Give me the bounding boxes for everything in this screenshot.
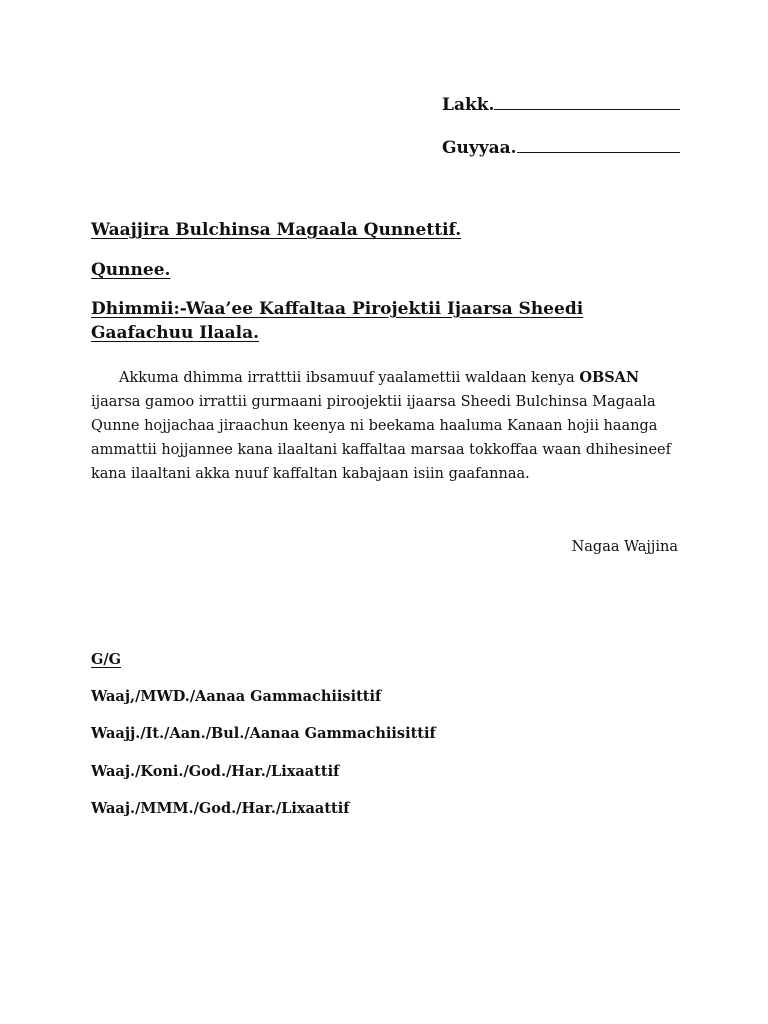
reference-number-blank xyxy=(494,107,680,110)
closing-salutation: Nagaa Wajjina xyxy=(571,539,678,555)
letter-body xyxy=(91,366,681,486)
body-text-end: ijaarsa gamoo irrattii gurmaani piroojektii ijaarsa Sheedi Bulchinsa Magaala Qunne hojjachaa jiraachun keenya ni beekama haaluma Kanaan hojii haanga ammattii hojjannee kana ilaaltani kaffaltaa marsaa tokkoffaa waan dhihesineef kana ilaaltani akka nuuf kaffaltan kabajaan isiin gaafannaa. xyxy=(91,394,671,482)
cc-item: Waaj./MMM./God./Har./Lixaattif xyxy=(91,800,350,817)
recipient-city: Qunnee. xyxy=(91,260,171,280)
cc-item: Waajj./It./Aan./Bul./Aanaa Gammachiisittif xyxy=(91,725,436,742)
date-label: Guyyaa. xyxy=(442,138,517,158)
recipient-office: Waajjira Bulchinsa Magaala Qunnettif. xyxy=(91,220,462,240)
letter-subject: Dhimmii:-Waa’ee Kaffaltaa Pirojektii Ijaarsa Sheedi Gaafachuu Ilaala. xyxy=(91,299,584,343)
company-name: OBSAN xyxy=(579,369,640,386)
cc-item: Waaj./Koni./God./Har./Lixaattif xyxy=(91,763,340,780)
date-line xyxy=(442,138,680,158)
date-blank xyxy=(517,150,680,153)
cc-title: G/G xyxy=(91,651,122,668)
reference-number-line xyxy=(442,95,680,115)
reference-number-label: Lakk. xyxy=(442,95,495,115)
body-text-start: Akkuma dhimma irratttii ibsamuuf yaalamettii waldaan kenya xyxy=(119,370,580,386)
cc-item: Waaj,/MWD./Aanaa Gammachiisittif xyxy=(91,688,382,705)
